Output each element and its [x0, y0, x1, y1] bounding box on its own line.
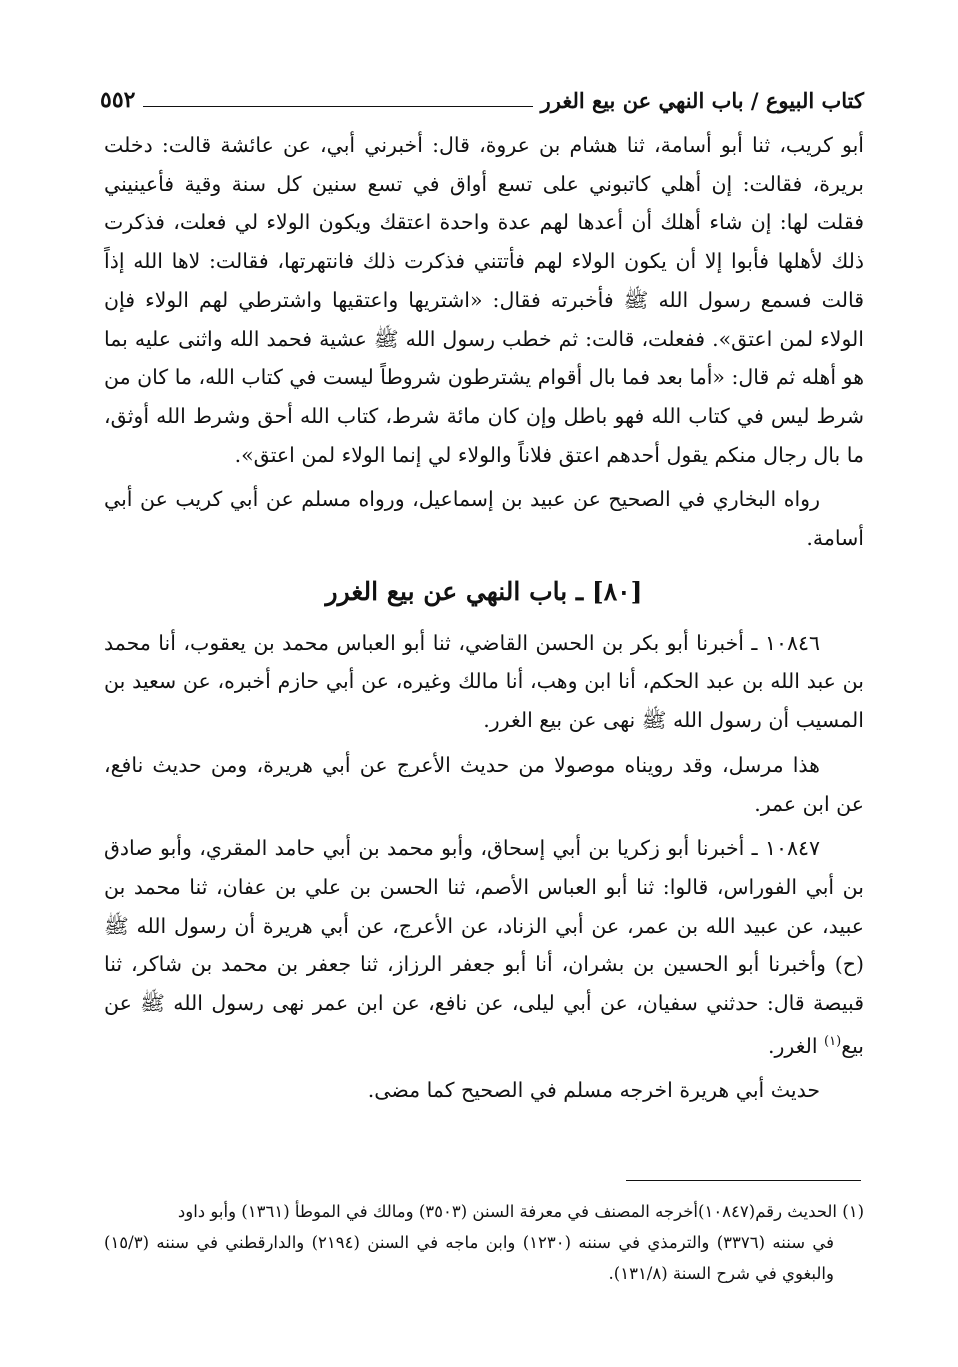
hadith-continuation-paragraph: أبو كريب، ثنا أبو أسامة، ثنا هشام بن عروة، قال: أخبرني أبي، عن عائشة قالت: دخلت بريرة، فقالت: إن أهلي كاتبوني على تسع أواق في تسع سنين كل سنة وقية فأعينيني فقلت لها: إن شاء أهلك أن أعدها لهم عدة واحدة اعتقك ويكون الولاء لي فعلت، فذكرت ذلك لأهلها فأبوا إلا أن يكون الولاء لهم فأتتني فذكرت ذلك فانتهرتها، فقالت: لاها الله إذاً قالت فسمع رسول الله ﷺ فأخبرته فقال: «اشتريها واعتقيها واشترطي لهم الولاء فإن الولاء لمن اعتق». ففعلت، قالت: ثم خطب رسول الله ﷺ عشية فحمد الله واثنى عليه بما هو أهله ثم قال: «أما بعد فما بال أقوام يشترطون شروطاً ليست في كتاب الله، ما كان من شرط ليس في كتاب الله فهو باطل وإن كان مائة شرط، كتاب الله أحق وشرط الله أوثق، ما بال رجال منكم يقول أحدهم اعتق فلاناً والولاء لي إنما الولاء لمن اعتق». [104, 133, 864, 467]
hadith-10847-ending: الغرر. [767, 1033, 825, 1058]
closing-note-paragraph: حديث أبي هريرة اخرجه مسلم في الصحيح كما مضى. [367, 1078, 820, 1103]
main-text [104, 126, 864, 1110]
footnote [104, 1196, 864, 1289]
footnote-separator [626, 1180, 861, 1181]
hadith-10847-paragraph [104, 829, 864, 1065]
section-heading: [٨٠] ـ باب النهي عن بيع الغرر [325, 576, 643, 606]
page-number: ٥٥٢ [100, 87, 136, 113]
hadith-10847-text: ١٠٨٤٧ ـ أخبرنا أبو زكريا بن أبي إسحاق، وأبو محمد بن أبي حامد المقري، وأبو صادق بن أبي الفوراس، قالوا: ثنا أبو العباس الأصم، ثنا الحسن بن علي بن عفان، ثنا محمد بن عبيد، عن عبيد الله بن عمر، عن أبي الزناد، عن الأعرج، عن أبي هريرة أن رسول الله ﷺ (ح) وأخبرنا أبو الحسين بن بشران، أنا أبو جعفر الرزاز، ثنا جعفر بن محمد بن شاكر، ثنا قبيصة قال: حدثني سفيان، عن أبي ليلى، عن نافع، عن ابن عمر نهى رسول الله ﷺ عن بيع [104, 836, 864, 1058]
hadith-10846-paragraph: ١٠٨٤٦ ـ أخبرنا أبو بكر بن الحسن القاضي، ثنا أبو العباس محمد بن يعقوب، أنا محمد بن عبد الله بن عبد الحكم، أنا ابن وهب، أنا مالك وغيره، عن أبي حازم أخبره، عن سعيد بن المسيب أن رسول الله ﷺ نهى عن بيع الغرر. [104, 630, 864, 733]
footnote-continuation: في سننه (٣٣٧٦) والترمذي في سننه (١٢٣٠) وابن ماجه في السنن (٢١٩٤) والدارقطني في سننه (١٥/٣) والبغوي في شرح السنة (١٣١/٨). [104, 1233, 834, 1283]
footnote-line: (١) الحديث رقم(١٠٨٤٧)أخرجه المصنف في معرفة السنن (٣٥٠٣) ومالك في الموطأ (١٣٦١) وأبو داود [177, 1202, 864, 1221]
header-rule [143, 106, 532, 107]
footnote-marker[interactable]: (١) [824, 1033, 842, 1049]
commentary-paragraph: هذا مرسل، وقد رويناه موصولا من حديث الأعرج عن أبي هريرة، ومن حديث نافع، عن ابن عمر. [104, 752, 864, 816]
page-header [100, 82, 864, 118]
running-title: كتاب البيوع / باب النهي عن بيع الغرر [540, 87, 864, 113]
takhrij-paragraph: رواه البخاري في الصحيح عن عبيد بن إسماعيل، ورواه مسلم عن أبي كريب عن أبي أسامة. [104, 487, 864, 551]
